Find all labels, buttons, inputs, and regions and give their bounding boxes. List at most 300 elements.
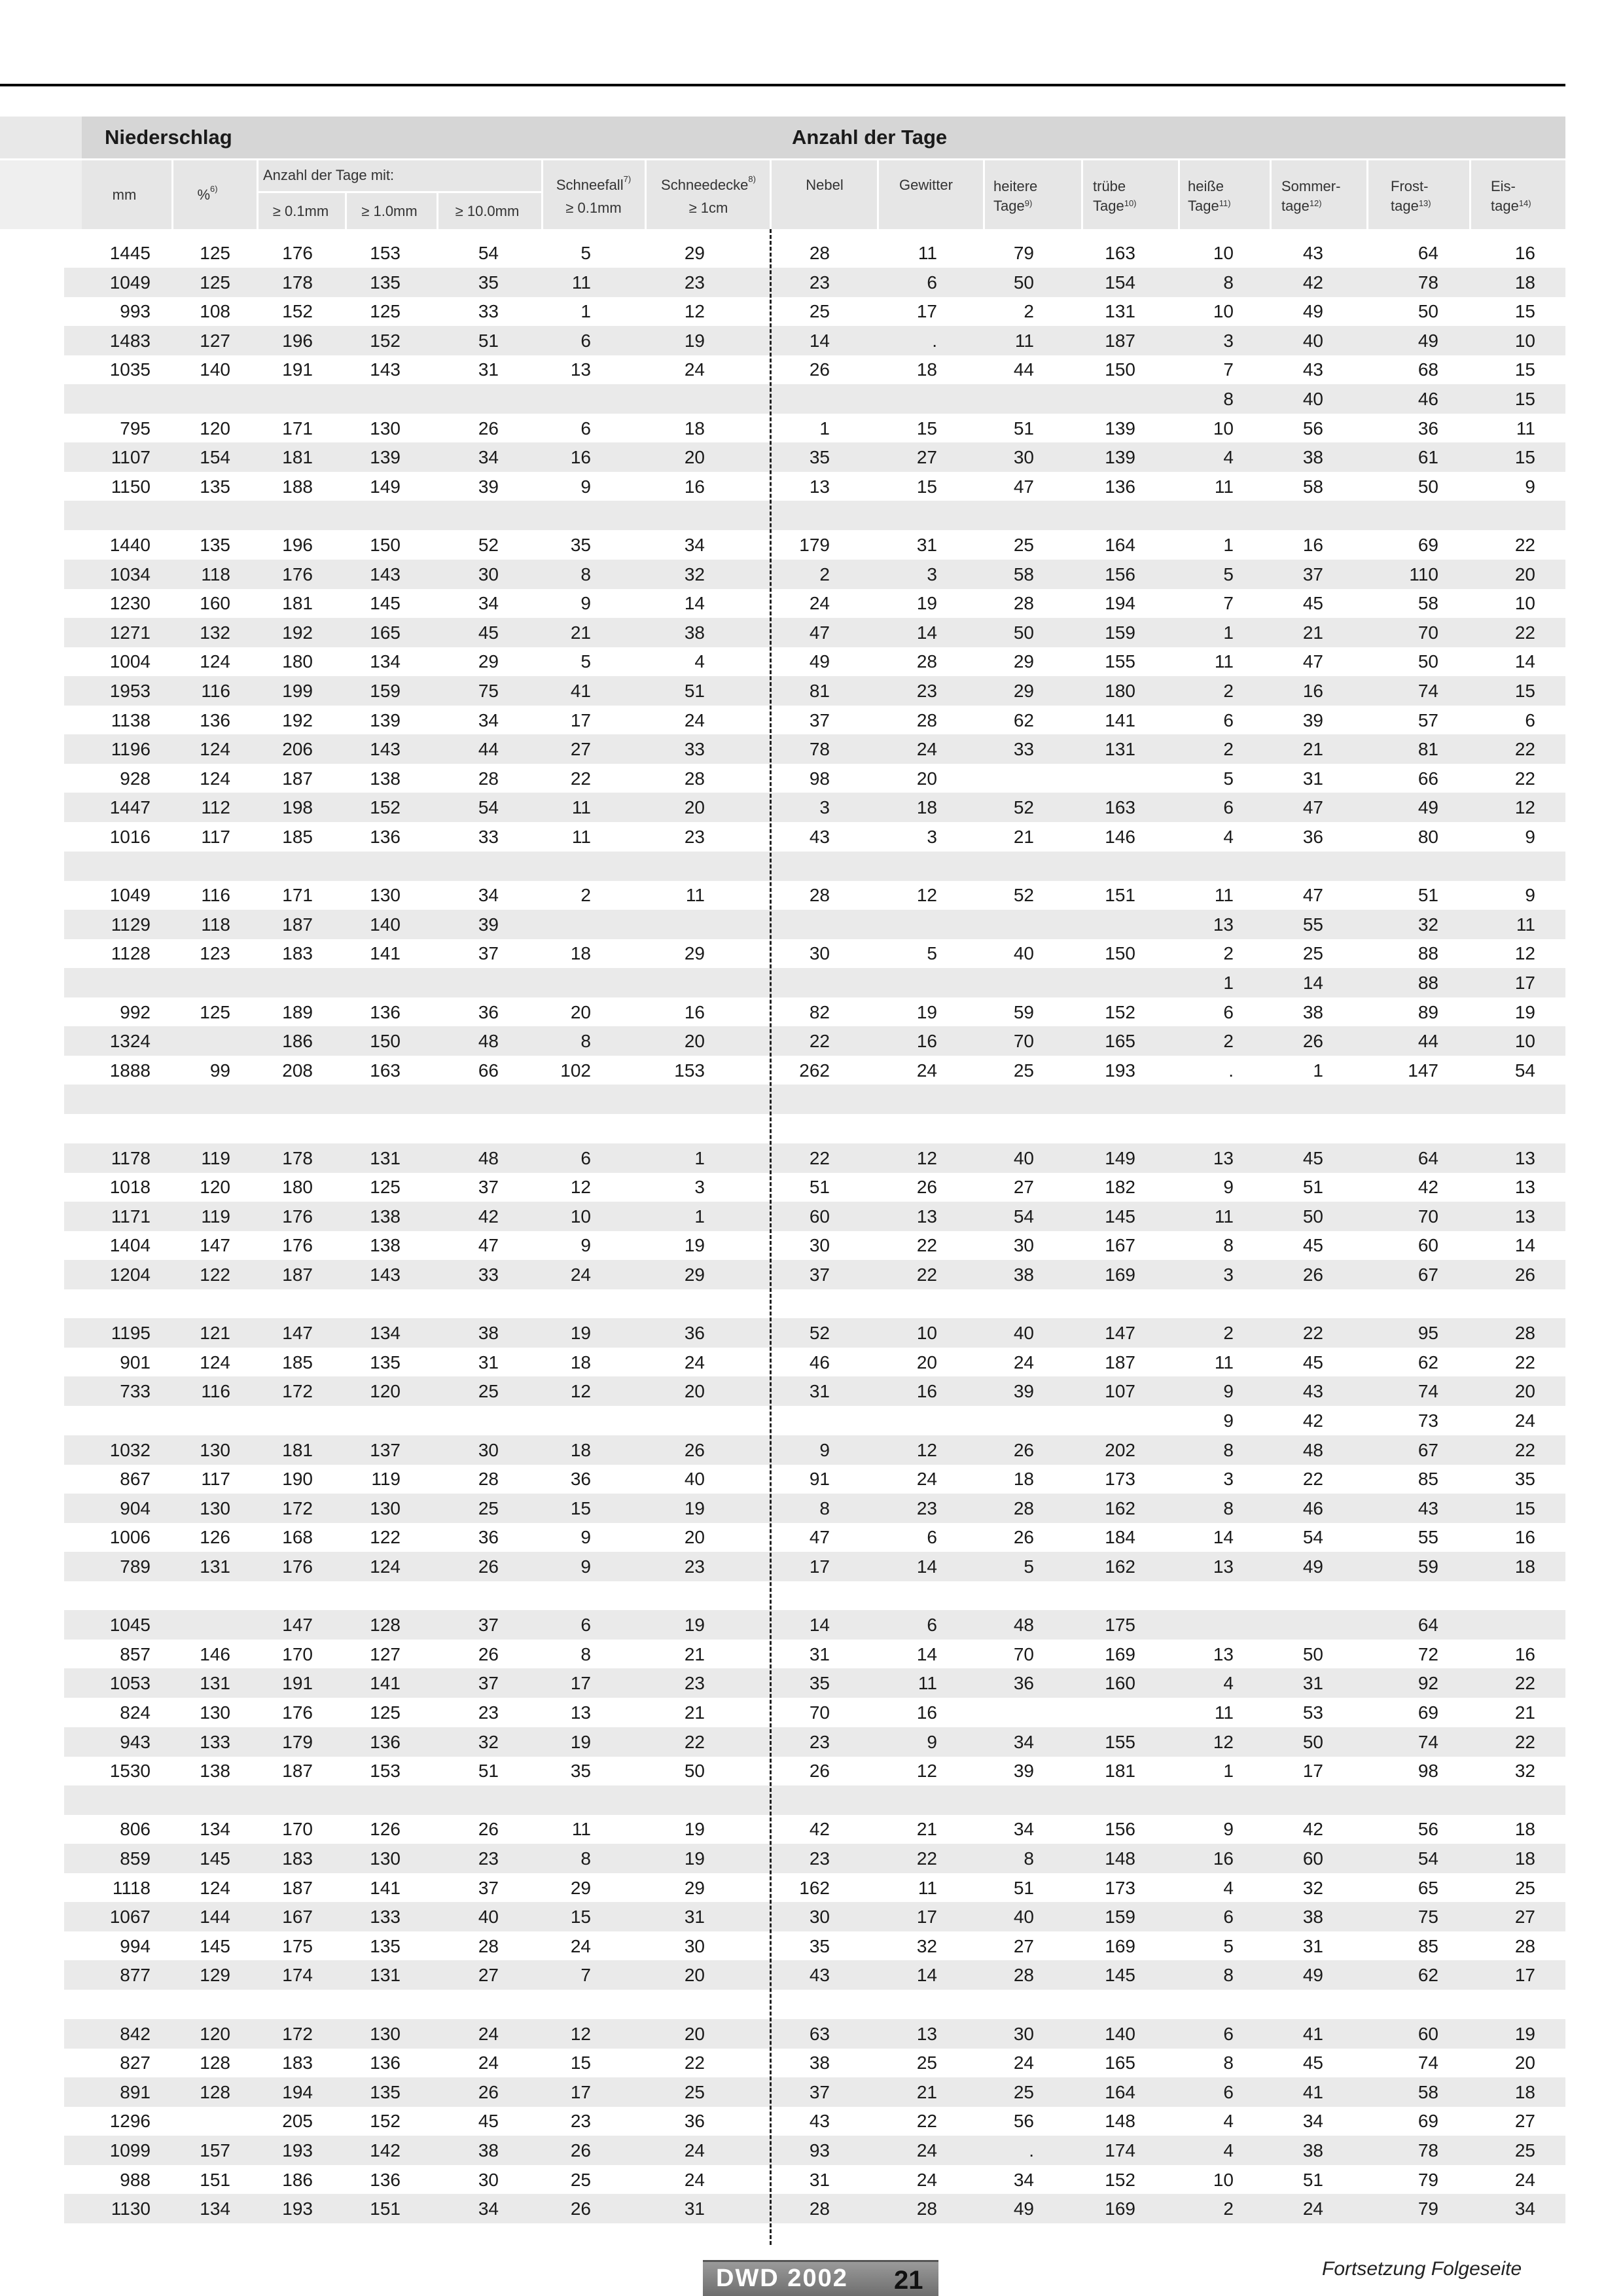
cell-snowcover: 14 (684, 593, 705, 614)
cell-mm: 1099 (109, 2140, 151, 2161)
cell-snowcover: 51 (684, 681, 705, 701)
cell-snowcover: 19 (684, 1235, 705, 1256)
cell-pct: 138 (200, 1761, 230, 1782)
cell-snowfall: 41 (570, 681, 591, 701)
cell-snowcover: 29 (684, 243, 705, 263)
table-row (0, 1668, 1565, 1698)
cell-mm: 1888 (109, 1060, 151, 1081)
cell-hot (1142, 501, 1234, 530)
cell-days-ge1 (309, 1114, 401, 1143)
cell-snowfall: 12 (570, 1381, 591, 1402)
cell-snowfall: 5 (580, 651, 591, 672)
cell-days-ge01: 187 (282, 1265, 313, 1285)
cell-clear: 28 (1013, 593, 1034, 614)
cell-snowcover (613, 852, 705, 881)
cell-snowfall (499, 501, 591, 530)
cell-days-ge10 (407, 384, 499, 414)
cell-ice (1444, 1085, 1535, 1114)
cell-summer: 42 (1302, 1410, 1323, 1431)
cell-pct: 146 (200, 1643, 230, 1664)
cell-summer: 22 (1302, 1323, 1323, 1344)
cell-hot (1142, 1114, 1234, 1143)
table-row (0, 1464, 1565, 1494)
cell-overcast: 181 (1105, 1761, 1135, 1782)
cell-thunder: 6 (927, 1615, 937, 1636)
cell-days-ge1: 130 (370, 418, 401, 439)
cell-overcast: 173 (1105, 1877, 1135, 1898)
cell-snowcover: 20 (684, 797, 705, 818)
cell-fog: 9 (819, 1439, 830, 1460)
cell-snowcover: 153 (674, 1060, 705, 1081)
cell-hot: 5 (1223, 768, 1234, 789)
table-row (0, 1348, 1565, 1377)
cell-snowfall: 19 (570, 1323, 591, 1344)
cell-fog: 22 (809, 1147, 830, 1168)
cell-snowfall (499, 1785, 591, 1815)
cell-snowfall: 16 (570, 447, 591, 468)
cell-fog (738, 1990, 830, 2019)
cell-days-ge10 (407, 968, 499, 997)
cell-pct: 125 (200, 272, 230, 293)
cell-mm (59, 852, 151, 881)
cell-pct: 160 (200, 593, 230, 614)
cell-summer: 43 (1302, 1381, 1323, 1402)
cell-frost: 69 (1418, 2111, 1438, 2132)
cell-fog: 1 (819, 418, 830, 439)
cell-fog: 26 (809, 1761, 830, 1782)
cell-thunder (846, 1289, 937, 1319)
cell-mm: 789 (120, 1556, 151, 1577)
cell-frost: 66 (1418, 768, 1438, 789)
cell-frost: 78 (1418, 2140, 1438, 2161)
cell-hot: 5 (1223, 564, 1234, 584)
header-overcast-line2: Tage (1093, 198, 1124, 214)
cell-snowcover: 23 (684, 827, 705, 847)
cell-snowcover: 23 (684, 1673, 705, 1694)
cell-overcast: 140 (1105, 2023, 1135, 2044)
header-mm-label: mm (112, 187, 137, 203)
cell-snowcover: 1 (694, 1147, 705, 1168)
cell-overcast (1044, 384, 1135, 414)
cell-summer: 38 (1302, 1907, 1323, 1928)
cell-days-ge01: 191 (282, 1673, 313, 1694)
cell-summer: 45 (1302, 1147, 1323, 1168)
cell-summer: 47 (1302, 885, 1323, 906)
cell-overcast: 136 (1105, 476, 1135, 497)
cell-summer: 50 (1302, 1731, 1323, 1752)
cell-thunder: 14 (916, 622, 937, 643)
cell-days-ge10: 45 (478, 622, 499, 643)
cell-clear: 26 (1013, 1439, 1034, 1460)
cell-hot (1142, 1289, 1234, 1319)
cell-fog (738, 384, 830, 414)
cell-hot: 11 (1214, 1206, 1234, 1227)
cell-overcast (1044, 1406, 1135, 1435)
cell-clear (942, 1785, 1034, 1815)
cell-snowfall (499, 1114, 591, 1143)
cell-days-ge01: 180 (282, 651, 313, 672)
cell-mm (59, 1581, 151, 1611)
cell-hot: 1 (1223, 973, 1234, 993)
cell-hot (1142, 1610, 1234, 1640)
cell-days-ge01: 181 (282, 593, 313, 614)
cell-days-ge10 (407, 1085, 499, 1114)
cell-frost: 95 (1418, 1323, 1438, 1344)
cell-snowfall: 27 (570, 739, 591, 760)
cell-snowfall (499, 1581, 591, 1611)
cell-mm: 1130 (111, 2198, 151, 2219)
cell-snowcover: 33 (684, 739, 705, 760)
precipitation-section-title: Niederschlag (105, 126, 232, 149)
cell-clear: 5 (1024, 1556, 1034, 1577)
cell-summer: 56 (1302, 418, 1323, 439)
cell-days-ge1: 136 (370, 2169, 401, 2190)
cell-summer: 47 (1302, 797, 1323, 818)
table-row (0, 1085, 1565, 1114)
cell-overcast: 193 (1105, 1060, 1135, 1081)
cell-days-ge10: 54 (478, 243, 499, 263)
cell-days-ge1: 125 (370, 1177, 401, 1198)
cell-fog: 43 (809, 827, 830, 847)
table-row (0, 2106, 1565, 2136)
cell-days-ge10: 34 (478, 885, 499, 906)
cell-pct: 119 (201, 1147, 230, 1168)
cell-thunder: 16 (916, 1702, 937, 1723)
cell-overcast: 174 (1105, 2140, 1135, 2161)
cell-frost (1347, 1289, 1438, 1319)
cell-frost: 74 (1418, 1381, 1438, 1402)
cell-frost: 32 (1418, 914, 1438, 935)
cell-summer: 39 (1302, 709, 1323, 730)
cell-mm: 928 (120, 768, 151, 789)
cell-frost: 85 (1418, 1935, 1438, 1956)
table-row (0, 1814, 1565, 1844)
cell-days-ge1: 131 (370, 1147, 401, 1168)
cell-frost (1347, 1581, 1438, 1611)
cell-ice: 27 (1514, 2111, 1535, 2132)
cell-ice: 32 (1514, 1761, 1535, 1782)
cell-clear: 47 (1013, 476, 1034, 497)
cell-clear: 40 (1013, 1147, 1034, 1168)
cell-snowfall: 20 (570, 1001, 591, 1022)
cell-mm: 988 (120, 2169, 151, 2190)
cell-fog: 98 (809, 768, 830, 789)
table-row (0, 2194, 1565, 2223)
cell-frost: 74 (1418, 1731, 1438, 1752)
cell-snowcover (613, 1990, 705, 2019)
header-hot-note: 11) (1219, 198, 1231, 208)
cell-ice (1444, 852, 1535, 881)
cell-frost: 55 (1418, 1527, 1438, 1548)
cell-snowfall: 8 (580, 564, 591, 584)
cell-frost: 51 (1418, 885, 1438, 906)
cell-days-ge01 (221, 1581, 313, 1611)
cell-days-ge1: 135 (370, 2081, 401, 2102)
cell-hot: 9 (1223, 1381, 1234, 1402)
cell-pct: 133 (200, 1731, 230, 1752)
cell-thunder: 31 (916, 535, 937, 555)
cell-snowfall: 1 (580, 301, 591, 322)
cell-days-ge01: 192 (282, 622, 313, 643)
cell-frost: 58 (1418, 593, 1438, 614)
cell-pct: 117 (201, 827, 230, 847)
cell-clear: 39 (1013, 1381, 1034, 1402)
continuation-note: Fortsetzung Folgeseite (1322, 2258, 1522, 2280)
cell-pct (139, 1026, 230, 1056)
cell-ice: 15 (1514, 301, 1535, 322)
cell-pct: 131 (200, 1556, 230, 1577)
cell-fog (738, 1406, 830, 1435)
header-overcast-note: 10) (1124, 198, 1137, 208)
cell-thunder (846, 1581, 937, 1611)
cell-days-ge01: 188 (282, 476, 313, 497)
cell-days-ge01: 205 (282, 2111, 313, 2132)
cell-frost: 73 (1418, 1410, 1438, 1431)
cell-summer: 17 (1302, 1761, 1323, 1782)
cell-frost (1347, 852, 1438, 881)
cell-days-ge01: 175 (282, 1935, 313, 1956)
table-row (0, 734, 1565, 764)
cell-days-ge01: 187 (282, 1877, 313, 1898)
cell-pct: 108 (200, 301, 230, 322)
cell-days-ge1: 150 (370, 1031, 401, 1052)
cell-summer (1232, 1289, 1323, 1319)
cell-snowcover (613, 1785, 705, 1815)
cell-summer: 45 (1302, 2053, 1323, 2073)
cell-overcast: 145 (1105, 1206, 1135, 1227)
cell-snowcover: 20 (684, 447, 705, 468)
cell-days-ge01 (221, 1406, 313, 1435)
cell-days-ge1: 150 (370, 535, 401, 555)
cell-days-ge1: 141 (370, 1877, 401, 1898)
table-row (0, 706, 1565, 735)
cell-thunder: 12 (916, 885, 937, 906)
cell-snowcover: 12 (684, 301, 705, 322)
cell-pct: 116 (201, 1381, 230, 1402)
cell-hot: 2 (1223, 1323, 1234, 1344)
cell-fog: 47 (809, 1527, 830, 1548)
cell-snowcover (613, 968, 705, 997)
cell-snowcover: 40 (684, 1469, 705, 1490)
cell-hot: 5 (1223, 1935, 1234, 1956)
cell-mm: 1447 (109, 797, 151, 818)
cell-mm: 1067 (109, 1907, 151, 1928)
cell-days-ge1: 163 (370, 1060, 401, 1081)
cell-thunder: 28 (916, 651, 937, 672)
table-row (0, 442, 1565, 472)
cell-pct: 99 (209, 1060, 230, 1081)
cell-thunder: 3 (927, 827, 937, 847)
cell-days-ge1 (309, 1581, 401, 1611)
cell-thunder (846, 501, 937, 530)
cell-fog: 35 (809, 1935, 830, 1956)
cell-fog (738, 1785, 830, 1815)
cell-mm: 1118 (112, 1877, 151, 1898)
cell-days-ge01: 183 (282, 943, 313, 964)
cell-days-ge10: 33 (478, 1265, 499, 1285)
cell-overcast: 164 (1105, 535, 1135, 555)
cell-clear: 50 (1013, 272, 1034, 293)
dwd-badge (703, 2260, 938, 2296)
cell-ice: 22 (1514, 535, 1535, 555)
cell-pct (139, 1610, 230, 1640)
table-row (0, 268, 1565, 297)
cell-pct (139, 968, 230, 997)
cell-pct: 125 (200, 243, 230, 263)
cell-clear: 40 (1013, 1907, 1034, 1928)
cell-hot: 13 (1213, 914, 1234, 935)
cell-mm: 1445 (109, 243, 151, 263)
cell-days-ge10: 66 (478, 1060, 499, 1081)
cell-fog: 42 (809, 1819, 830, 1840)
cell-ice: 18 (1514, 1819, 1535, 1840)
cell-snowfall: 25 (570, 2169, 591, 2190)
cell-ice: 21 (1514, 1702, 1535, 1723)
cell-days-ge1: 152 (370, 2111, 401, 2132)
cell-days-ge01: 206 (282, 739, 313, 760)
cell-snowfall: 12 (570, 1177, 591, 1198)
cell-ice (1444, 1114, 1535, 1143)
cell-fog: 3 (819, 797, 830, 818)
cell-overcast: 169 (1105, 1935, 1135, 1956)
cell-snowfall: 11 (571, 797, 591, 818)
cell-ice: 22 (1514, 768, 1535, 789)
cell-pct: 144 (200, 1907, 230, 1928)
cell-days-ge10: 54 (478, 797, 499, 818)
cell-ice: 13 (1514, 1147, 1535, 1168)
cell-days-ge1: 130 (370, 1848, 401, 1869)
table-row (0, 1990, 1565, 2019)
cell-hot: 1 (1223, 622, 1234, 643)
cell-thunder: 22 (916, 1235, 937, 1256)
cell-days-ge01: 171 (282, 418, 313, 439)
cell-hot: 7 (1223, 359, 1234, 380)
cell-overcast: 107 (1105, 1381, 1135, 1402)
cell-mm: 891 (120, 2081, 151, 2102)
cell-summer: 45 (1302, 1352, 1323, 1372)
cell-days-ge01: 171 (282, 885, 313, 906)
cell-snowfall: 8 (580, 1848, 591, 1869)
cell-clear (942, 384, 1034, 414)
cell-snowcover (613, 1085, 705, 1114)
cell-frost: 78 (1418, 272, 1438, 293)
cell-overcast: 149 (1105, 1147, 1135, 1168)
cell-days-ge01: 196 (282, 330, 313, 351)
header-snowcover-sub-label: ≥ 1cm (688, 200, 728, 216)
cell-days-ge1: 152 (370, 330, 401, 351)
table-row (0, 676, 1565, 706)
cell-overcast (1044, 1114, 1135, 1143)
cell-clear: 56 (1013, 2111, 1034, 2132)
days-section-title: Anzahl der Tage (792, 126, 948, 149)
header-fog-label: Nebel (806, 177, 844, 193)
cell-summer: 45 (1302, 1235, 1323, 1256)
cell-days-ge01: 152 (282, 301, 313, 322)
cell-clear: 34 (1013, 2169, 1034, 2190)
cell-days-ge1: 151 (370, 2198, 401, 2219)
cell-thunder: 18 (916, 797, 937, 818)
cell-pct: 123 (200, 943, 230, 964)
cell-overcast: 169 (1105, 1643, 1135, 1664)
cell-overcast: 139 (1105, 418, 1135, 439)
cell-overcast: 154 (1105, 272, 1135, 293)
dwd-label: DWD 2002 (716, 2265, 848, 2292)
cell-hot: 11 (1214, 885, 1234, 906)
cell-days-ge1: 138 (370, 1206, 401, 1227)
cell-overcast: 159 (1105, 622, 1135, 643)
cell-overcast: 152 (1105, 1001, 1135, 1022)
cell-fog: 37 (809, 709, 830, 730)
cell-snowcover: 36 (684, 1323, 705, 1344)
cell-frost: 64 (1418, 1147, 1438, 1168)
table-row (0, 647, 1565, 676)
cell-days-ge10: 25 (478, 1381, 499, 1402)
cell-snowcover: 29 (684, 943, 705, 964)
cell-days-ge01: 194 (282, 2081, 313, 2102)
cell-days-ge01: 187 (282, 768, 313, 789)
cell-ice: 15 (1514, 389, 1535, 409)
cell-mm: 1053 (109, 1673, 151, 1694)
cell-clear: 27 (1013, 1177, 1034, 1198)
cell-snowfall: 9 (580, 593, 591, 614)
cell-fog (738, 910, 830, 939)
cell-snowfall: 6 (580, 418, 591, 439)
cell-summer: 38 (1302, 2140, 1323, 2161)
cell-snowfall: 15 (570, 1907, 591, 1928)
cell-hot: 4 (1223, 1877, 1234, 1898)
cell-mm (59, 501, 151, 530)
cell-snowfall: 17 (570, 2081, 591, 2102)
cell-hot: 4 (1223, 827, 1234, 847)
table-row (0, 618, 1565, 647)
cell-mm: 1049 (109, 272, 151, 293)
cell-days-ge10: 36 (478, 1527, 499, 1548)
cell-thunder: 22 (916, 2111, 937, 2132)
header-frost-line2: tage (1391, 198, 1419, 214)
cell-frost: 89 (1418, 1001, 1438, 1022)
cell-days-ge1: 135 (370, 1935, 401, 1956)
cell-thunder: 21 (916, 2081, 937, 2102)
cell-days-ge10: 52 (478, 535, 499, 555)
cell-days-ge10: 24 (478, 2023, 499, 2044)
cell-days-ge1: 143 (370, 1265, 401, 1285)
cell-summer: 58 (1302, 476, 1323, 497)
cell-clear: 30 (1013, 2023, 1034, 2044)
cell-days-ge01: 186 (282, 1031, 313, 1052)
cell-days-ge10 (407, 1406, 499, 1435)
cell-hot: 6 (1223, 1907, 1234, 1928)
cell-summer: 24 (1302, 2198, 1323, 2219)
cell-summer: 42 (1302, 272, 1323, 293)
cell-frost: 64 (1418, 1615, 1438, 1636)
cell-pct: 135 (200, 476, 230, 497)
cell-hot: 8 (1223, 389, 1234, 409)
cell-thunder: 24 (916, 739, 937, 760)
cell-frost: 75 (1418, 1907, 1438, 1928)
table-row (0, 1756, 1565, 1785)
cell-thunder: 14 (916, 1643, 937, 1664)
cell-mm: 994 (120, 1935, 151, 1956)
cell-ice: 25 (1514, 2140, 1535, 2161)
cell-days-ge1: 153 (370, 243, 401, 263)
cell-days-ge10: 29 (478, 651, 499, 672)
cell-overcast: 175 (1105, 1615, 1135, 1636)
cell-summer: 38 (1302, 1001, 1323, 1022)
cell-overcast (1044, 1785, 1135, 1815)
cell-ice: 18 (1514, 1556, 1535, 1577)
cell-pct (139, 1581, 230, 1611)
cell-frost: 42 (1418, 1177, 1438, 1198)
